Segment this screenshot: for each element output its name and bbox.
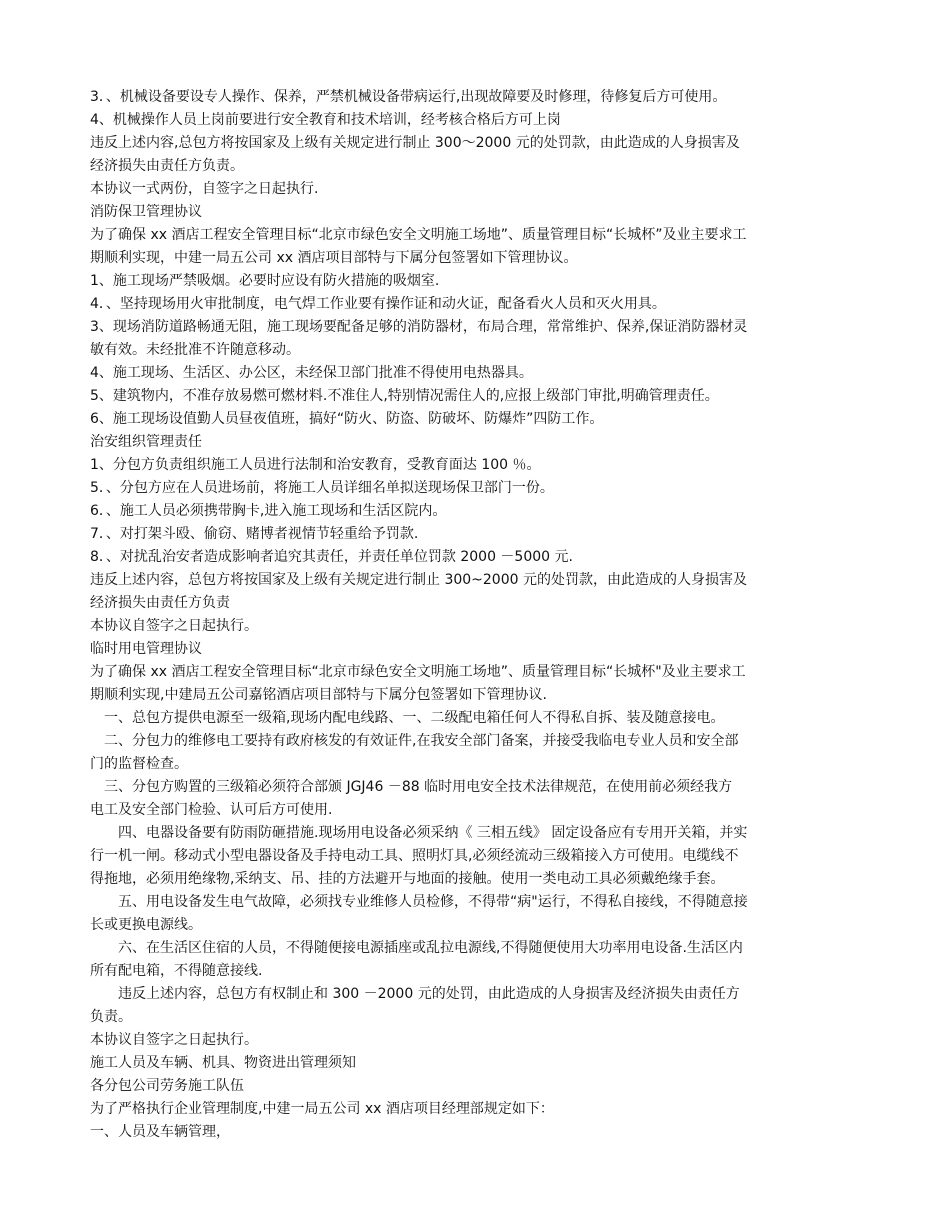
text-line: 所有配电箱，不得随意接线. xyxy=(90,963,263,979)
text-line: 6．、施工人员必须携带胸卡,进入施工现场和生活区院内。 xyxy=(90,503,447,519)
text-line: 3．、机械设备要设专人操作、保养，严禁机械设备带病运行,出现故障要及时修理，待修复后方可使用。 xyxy=(90,89,727,105)
text-line: 为了确保 xx 酒店工程安全管理目标“北京市绿色安全文明施工场地”、质量管理目标“长城杯”及业主要求工 xyxy=(90,227,747,243)
text-line: 5．、分包方应在人员进场前，将施工人员详细名单拟送现场保卫部门一份。 xyxy=(90,480,554,496)
text-line: 违反上述内容,总包方将按国家及上级有关规定进行制止 300～2000 元的处罚款，由此造成的人身损害及 xyxy=(90,135,740,151)
text-line: 4、机械操作人员上岗前要进行安全教育和技术培训，经考核合格后方可上岗 xyxy=(90,112,561,128)
text-line: 期顺利实现,中建局五公司嘉铭酒店项目部特与下属分包签署如下管理协议. xyxy=(90,687,547,703)
section-heading: 治安组织管理责任 xyxy=(90,434,202,450)
text-line: 本协议自签字之日起执行。 xyxy=(90,618,258,634)
text-line: 违反上述内容，总包方将按国家及上级有关规定进行制止 300~2000 元的处罚款，由此造成的人身损害及 xyxy=(90,572,747,588)
text-line: 为了确保 xx 酒店工程安全管理目标“北京市绿色安全文明施工场地”、质量管理目标“长城杯"及业主要求工 xyxy=(90,664,746,680)
text-line: 电工及安全部门检验、认可后方可使用. xyxy=(90,802,333,818)
text-line: 长或更换电源线。 xyxy=(90,917,202,933)
text-line: 本协议自签字之日起执行。 xyxy=(90,1032,258,1048)
text-line: 门的监督检查。 xyxy=(90,756,188,772)
text-line: 四、电器设备要有防雨防砸措施.现场用电设备必须采纳《 三相五线》 固定设备应有专用开关箱，并实 xyxy=(118,825,748,841)
text-line: 6、施工现场设值勤人员昼夜值班，搞好“防火、防盗、防破坏、防爆炸”四防工作。 xyxy=(90,411,604,427)
text-line: 4、施工现场、生活区、办公区，未经保卫部门批准不得使用电热器具。 xyxy=(90,365,533,381)
section-heading: 消防保卫管理协议 xyxy=(90,204,202,220)
text-line: 7．、对打架斗殴、偷窃、赌博者视情节轻重给予罚款. xyxy=(90,526,419,542)
text-line: 为了严格执行企业管理制度,中建一局五公司 xx 酒店项目经理部规定如下： xyxy=(90,1101,554,1117)
section-heading: 施工人员及车辆、机具、物资进出管理须知 xyxy=(90,1055,356,1071)
text-line: 1、施工现场严禁吸烟。必要时应设有防火措施的吸烟室. xyxy=(90,273,440,289)
text-line: 本协议一式两份，自签字之日起执行. xyxy=(90,181,319,197)
text-line: 5、建筑物内，不准存放易燃可燃材料.不准住人,特别情况需住人的,应报上级部门审批,明确管理责任。 xyxy=(90,388,719,404)
text-line: 3、现场消防道路畅通无阻，施工现场要配备足够的消防器材，布局合理，常常维护、保养,保证消防器材灵 xyxy=(90,319,748,335)
text-line: 得拖地，必须用绝缘物,采纳支、吊、挂的方法避开与地面的接触。使用一类电动工具必须戴绝缘手套。 xyxy=(90,871,725,887)
text-line: 4．、坚持现场用火审批制度，电气焊工作业要有操作证和动火证，配备看火人员和灭火用具。 xyxy=(90,296,666,312)
text-line: 违反上述内容，总包方有权制止和 300 －2000 元的处罚，由此造成的人身损害及经济损失由责任方 xyxy=(118,986,740,1002)
text-line: 五、用电设备发生电气故障，必须找专业维修人员检修，不得带“病"运行，不得私自接线，不得随意接 xyxy=(118,894,748,910)
text-line: 敏有效。未经批准不许随意移动。 xyxy=(90,342,300,358)
text-line: 行一机一闸。移动式小型电器设备及手持电动工具、照明灯具,必须经流动三级箱接入方可使用。电缆线不 xyxy=(90,848,739,864)
text-line: 期顺利实现，中建一局五公司 xx 酒店项目部特与下属分包签署如下管理协议。 xyxy=(90,250,578,266)
text-line: 8．、对扰乱治安者造成影响者追究其责任，并责任单位罚款 2000 －5000 元. xyxy=(90,549,573,565)
section-heading: 临时用电管理协议 xyxy=(90,641,202,657)
text-line: 三、分包方购置的三级箱必须符合部颁 JGJ46 －88 临时用电安全技术法律规范，在使用前必须经我方 xyxy=(104,779,733,795)
text-line: 二、分包力的维修电工要持有政府核发的有效证件,在我安全部门备案，并接受我临电专业人员和安全部 xyxy=(104,733,739,749)
document-body xyxy=(90,86,870,1144)
text-line: 一、人员及车辆管理， xyxy=(90,1124,230,1140)
text-line: 各分包公司劳务施工队伍 xyxy=(90,1078,244,1094)
text-line: 负责。 xyxy=(90,1009,132,1025)
text-line: 六、在生活区住宿的人员，不得随便接电源插座或乱拉电源线,不得随便使用大功率用电设备.生活区内 xyxy=(118,940,743,956)
text-line: 经济损失由责任方负责 xyxy=(90,595,230,611)
text-line: 一、总包方提供电源至一级箱,现场内配电线路、一、二级配电箱任何人不得私自拆、装及随意接电。 xyxy=(104,710,725,726)
text-line: 1、分包方负责组织施工人员进行法制和治安教育，受教育面达 100 ％。 xyxy=(90,457,541,473)
text-line: 经济损失由责任方负责。 xyxy=(90,158,244,174)
